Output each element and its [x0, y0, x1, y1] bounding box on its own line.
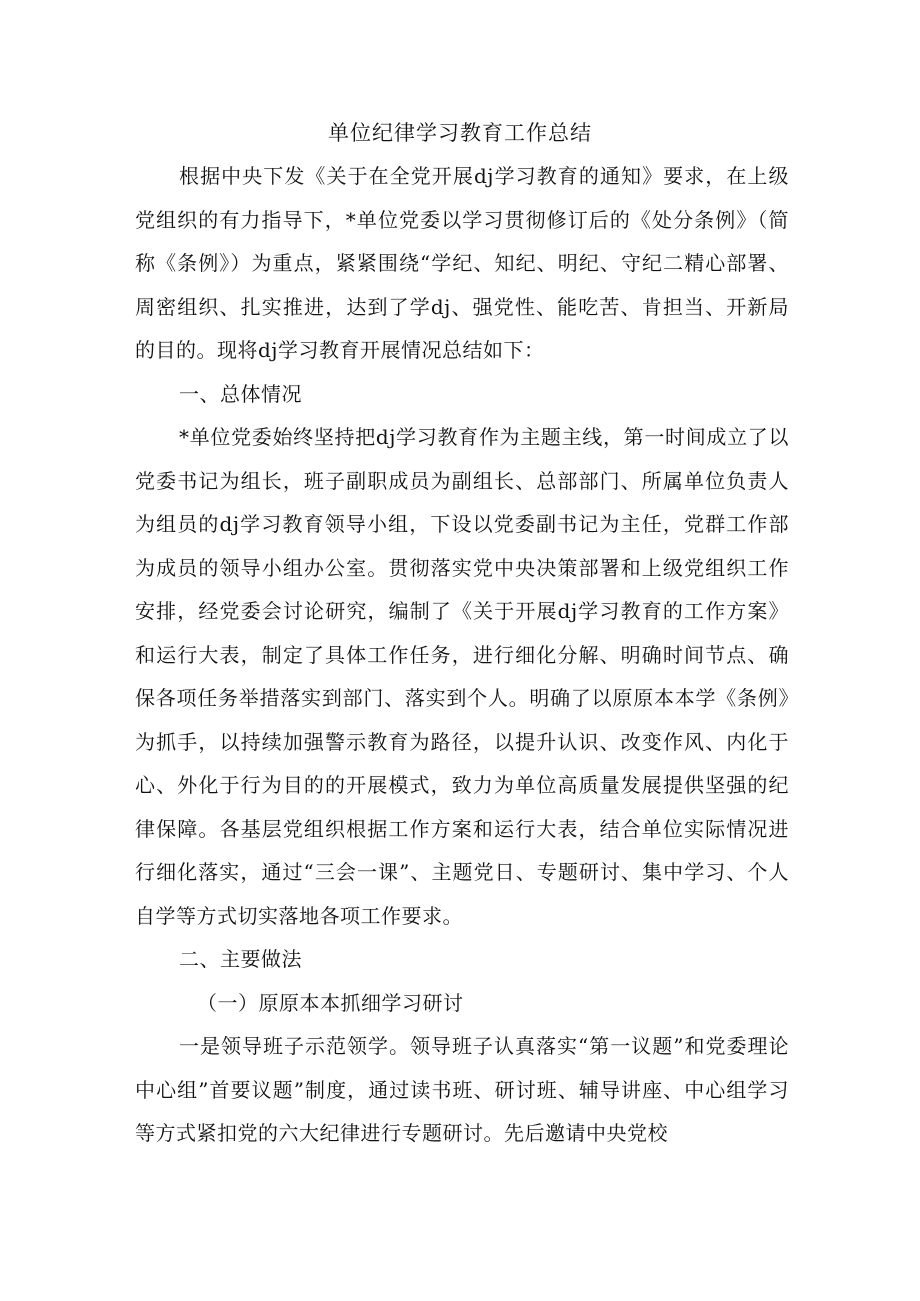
- leadership-paragraph: 一是领导班子示范领学。领导班子认真落实“第一议题”和党委理论中心组”首要议题”制度，通过读书班、研讨班、辅导讲座、中心组学习等方式紧扣党的六大纪律进行专题研讨。先后邀请中央党校: [135, 1034, 789, 1145]
- document-title: 单位纪律学习教育工作总结: [328, 121, 592, 145]
- section-heading-overall: 一、总体情况: [179, 381, 302, 406]
- intro-paragraph: 根据中央下发《关于在全党开展dj学习教育的通知》要求，在上级党组织的有力指导下，*单位党委以学习贯彻修订后的《处分条例》（简称《条例》）为重点，紧紧围绕“学纪、知纪、明纪、守纪二精心部署、周密组织、扎实推进，达到了学dj、强党性、能吃苦、肯担当、开新局的目的。现将dj学习教育开展情况总结如下：: [135, 164, 789, 362]
- overall-paragraph: *单位党委始终坚持把dj学习教育作为主题主线，第一时间成立了以党委书记为组长，班子副职成员为副组长、总部部门、所属单位负责人为组员的dj学习教育领导小组，下设以党委副书记为主任，党群工作部为成员的领导小组办公室。贯彻落实党中央决策部署和上级党组织工作安排，经党委会讨论研究，编制了《关于开展dj学习教育的工作方案》和运行大表，制定了具体工作任务，进行细化分解、明确时间节点、确保各项任务举措落实到部门、落实到个人。明确了以原原本本学《条例》为抓手，以持续加强警示教育为路径，以提升认识、改变作风、内化于心、外化于行为目的的开展模式，致力为单位高质量发展提供坚强的纪律保障。各基层党组织根据工作方案和运行大表，结合单位实际情况进行细化落实，通过“三会一课”、主题党日、专题研讨、集中学习、个人自学等方式切实落地各项工作要求。: [135, 425, 789, 928]
- subsection-heading-study: （一）原原本本抓细学习研讨: [197, 990, 464, 1015]
- document-body: [135, 155, 789, 1156]
- section-heading-practices: 二、主要做法: [179, 947, 302, 971]
